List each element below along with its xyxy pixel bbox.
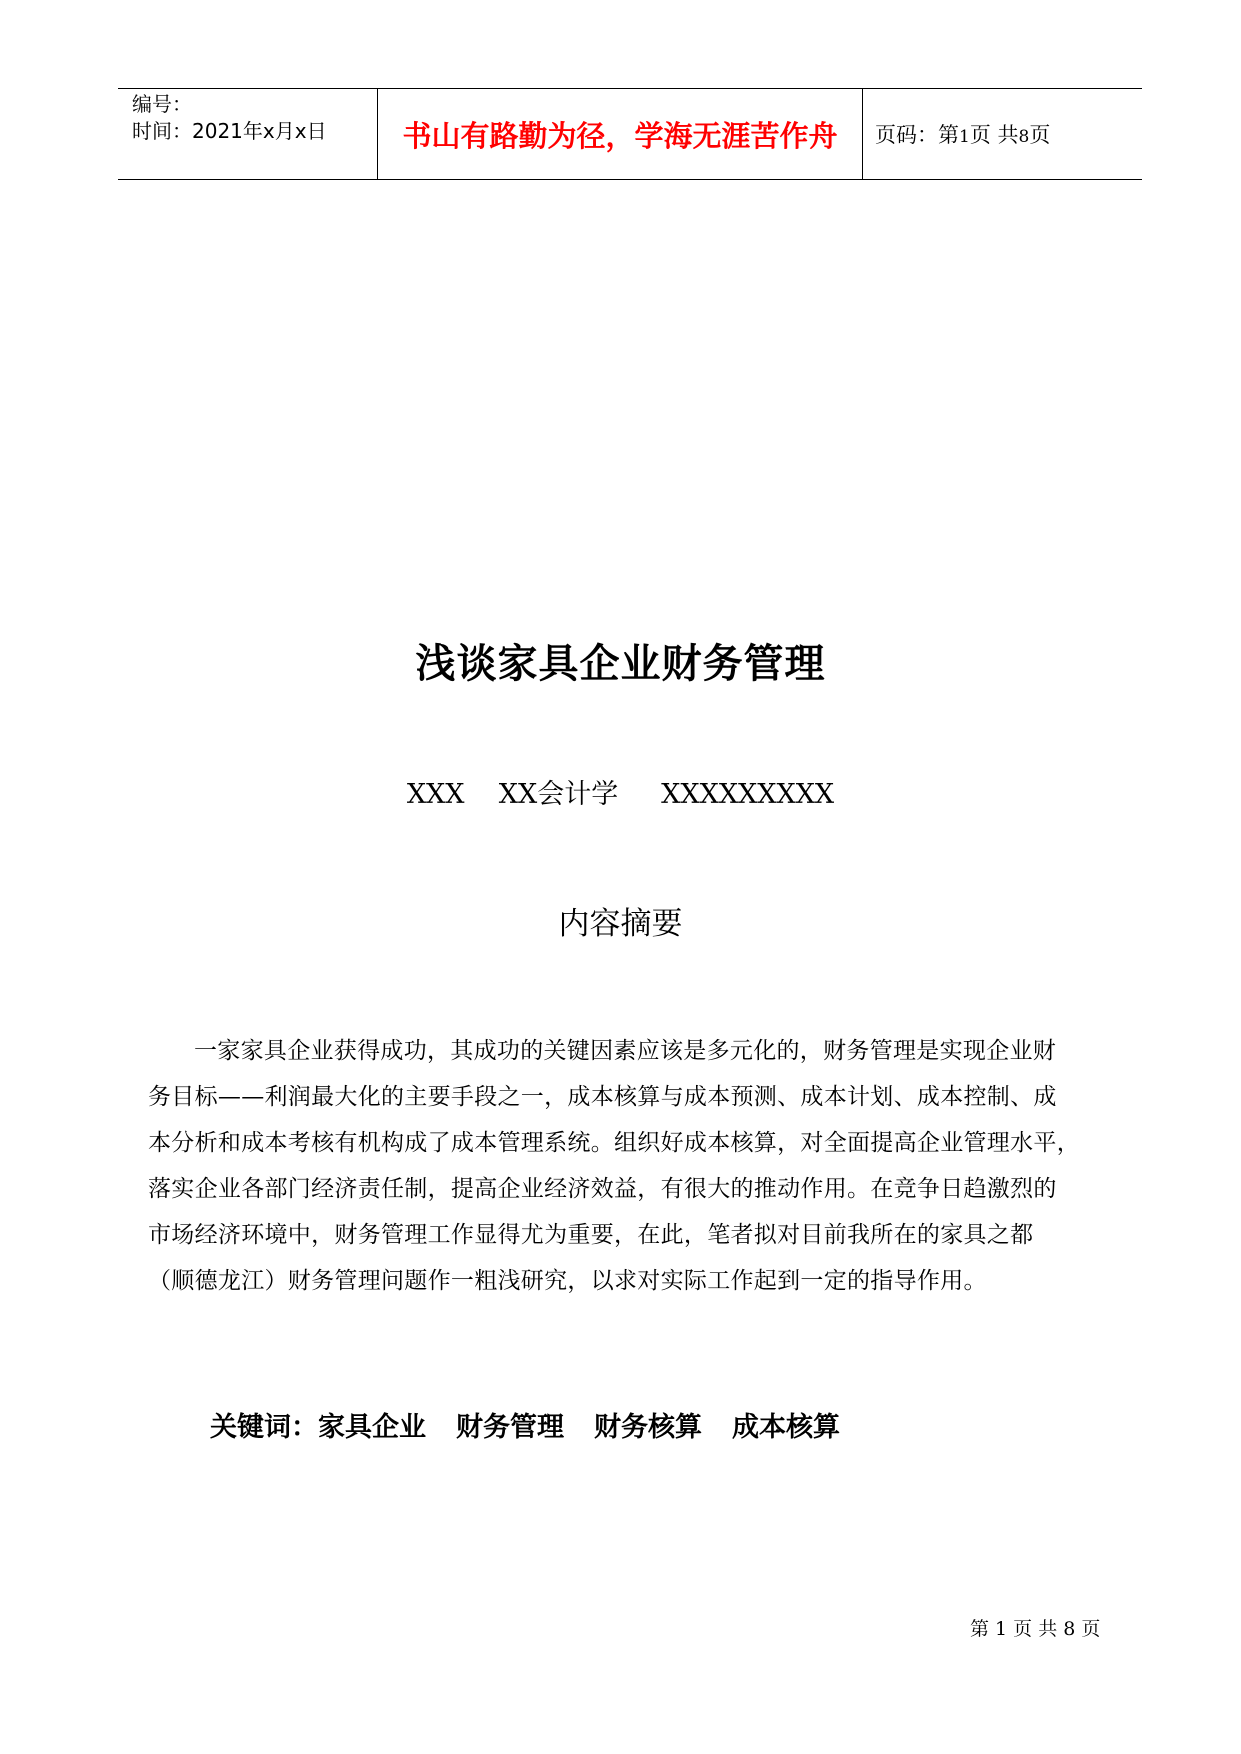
keyword: 财务核算 <box>594 1412 702 1443</box>
abstract-line: （顺德龙江）财务管理问题作一粗浅研究，以求对实际工作起到一定的指导作用。 <box>148 1268 987 1294</box>
header-info-cell <box>118 89 378 179</box>
page-code <box>875 119 1050 149</box>
header-motto-cell <box>378 89 863 179</box>
abstract-body <box>148 1028 1116 1304</box>
abstract-line: 落实企业各部门经济责任制，提高企业经济效益，有很大的推动作用。在竞争日趋激烈的 <box>148 1176 1057 1202</box>
page-code-mid: 页 共 <box>969 123 1019 147</box>
keyword: 财务管理 <box>456 1412 564 1443</box>
page-code-current: 1 <box>959 127 970 147</box>
keyword: 成本核算 <box>732 1412 840 1443</box>
header-page-cell <box>863 89 1142 179</box>
page-code-suffix: 页 <box>1029 123 1051 147</box>
abstract-line: 务目标——利润最大化的主要手段之一，成本核算与成本预测、成本计划、成本控制、成 <box>148 1084 1057 1110</box>
footer-page-indicator: 第 1 页 共 8 页 <box>970 1618 1101 1640</box>
abstract-line: 市场经济环境中，财务管理工作显得尤为重要，在此，笔者拟对目前我所在的家具之都 <box>148 1222 1034 1248</box>
abstract-heading: 内容摘要 <box>558 906 683 942</box>
abstract-line: 一家家具企业获得成功，其成功的关键因素应该是多元化的，财务管理是实现企业财 <box>194 1038 1057 1064</box>
author-line: XXX XX会计学 XXXXXXXXX <box>406 779 835 810</box>
motto-text: 书山有路勤为径，学海无涯苦作舟 <box>402 118 838 153</box>
page-code-prefix: 页码：第 <box>875 123 959 147</box>
number-label: 编号： <box>132 92 192 116</box>
keyword: 家具企业 <box>318 1412 426 1443</box>
header-table <box>118 88 1142 180</box>
keywords <box>210 1405 840 1444</box>
page-code-total: 8 <box>1018 127 1030 147</box>
time-label: 时间：2021年x月x日 <box>132 119 327 143</box>
document-title: 浅谈家具企业财务管理 <box>415 641 826 687</box>
keywords-label: 关键词： <box>210 1412 318 1443</box>
abstract-line: 本分析和成本考核有机构成了成本管理系统。组织好成本核算，对全面提高企业管理水平， <box>148 1130 1080 1156</box>
